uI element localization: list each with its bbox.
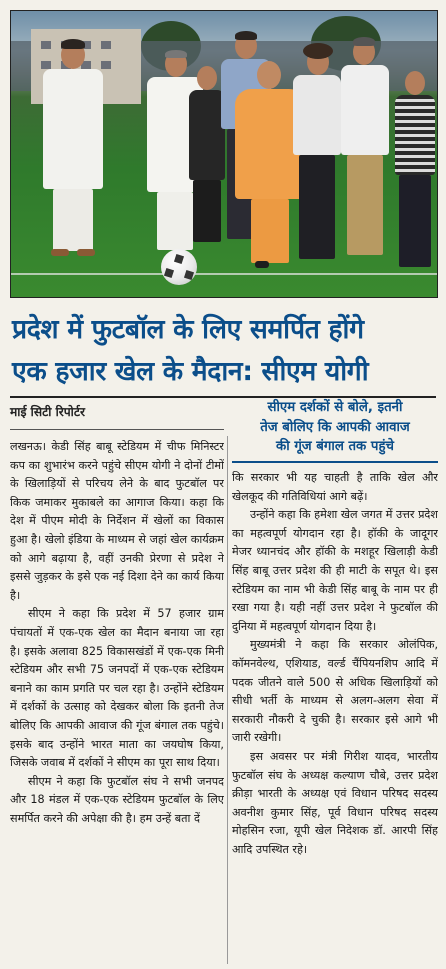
subheadline-line-2: तेज बोलिए कि आपकी आवाज: [260, 419, 410, 435]
subheadline-rule: [232, 461, 438, 463]
paragraph: कि सरकार भी यह चाहती है ताकि खेल और खेलकूद की गतिविधियां आगे बढ़ें।: [232, 471, 438, 503]
field-line: [11, 273, 437, 275]
subheadline: [232, 398, 438, 458]
headline-line-2: एक हजार खेल के मैदान: सीएम योगी: [12, 356, 369, 387]
paragraph: उन्होंने कहा कि हमेशा खेल जगत में उत्तर प्रदेश का महत्वपूर्ण योगदान रहा है। हॉकी के जादूगर मेजर ध्यानचंद और हॉकी के मशहूर खिलाड़ी केडी सिंह बाबू उत्तर प्रदेश की ही माटी के सपूत थे। इस स्टेडियम का नाम भी केडी सिंह बाबू के नाम पर ही रखा गया है। यही नहीं उत्तर प्रदेश ने फुटबॉल की दुनिया में महत्वपूर्ण योगदान दिया है।: [232, 508, 438, 633]
news-photo: [10, 10, 438, 298]
article-column-left: [10, 438, 224, 966]
column-divider: [227, 436, 228, 964]
article-column-right: [232, 469, 438, 966]
byline: माई सिटी रिपोर्टर: [10, 405, 85, 419]
paragraph: लखनऊ। केडी सिंह बाबू स्टेडियम में चीफ मिनिस्टर कप का शुभारंभ करने पहुंचे सीएम योगी ने दोनों टीमों के खिलाड़ियों से परिचय लेने के बाद फुटबॉल पर किक जमाकर मुकाबले का आगाज किया। कहा कि देश में पीएम मोदी के निर्देशन में खेलों का विकास हुआ है। खेलो इंडिया के माध्यम से जहां खेल कार्यक्रम को आगे बढ़ाया है, वहीं उनकी प्रेरणा से प्रदेश ने इससे जुड़कर के इसे एक नई दिशा देने का कार्य किया है।: [10, 440, 224, 602]
subheadline-line-3: की गूंज बंगाल तक पहुंचे: [276, 439, 394, 454]
paragraph: मुख्यमंत्री ने कहा कि सरकार ओलंपिक, कॉमनवेल्थ, एशियाड, वर्ल्ड चैंपियनशिप आदि में पदक जीतने वाले 500 से अधिक खिलाड़ियों को सीधी भर्ती के माध्यम से अलग-अलग सेवा में सरकारी नौकरी दे चुकी है। सरकार इसे आगे भी जारी रखेगी।: [232, 638, 438, 745]
subheadline-line-1: सीएम दर्शकों से बोले, इतनी: [267, 400, 403, 415]
football: [161, 249, 197, 285]
paragraph: इस अवसर पर मंत्री गिरीश यादव, भारतीय फुटबॉल संघ के अध्यक्ष कल्याण चौबे, उत्तर प्रदेश क्रीड़ा भारती के अध्यक्ष एवं विधान परिषद सदस्य अवनीश कुमार सिंह, पूर्व विधान परिषद सदस्य मोहसिन रजा, यूपी खेल निदेशक डॉ. आरपी सिंह आदि उपस्थित रहे।: [232, 749, 438, 856]
byline-rule: [10, 429, 224, 430]
paragraph: सीएम ने कहा कि प्रदेश में 57 हजार ग्राम पंचायतों में एक-एक खेल का मैदान बनाया जा रहा है। इसके अलावा 825 विकासखंडों में एक-एक मिनी स्टेडियम और सभी 75 जनपदों में एक-एक स्टेडियम बनाने का काम प्रगति पर चल रहा है। उन्होंने स्टेडियम में दर्शकों के उत्साह को देखकर बोला कि इतनी तेज बोलिए कि आपकी आवाज की गूंज बंगाल तक पहुंचे। इसके बाद उन्होंने भारत माता का जयघोष किया, जिसके जवाब में दर्शकों ने सीएम का पूरा साथ दिया।: [10, 607, 224, 770]
headline: [12, 309, 436, 393]
headline-line-1: प्रदेश में फुटबॉल के लिए समर्पित होंगे: [12, 314, 364, 345]
paragraph: सीएम ने कहा कि फुटबॉल संघ ने सभी जनपद और 18 मंडल में एक-एक स्टेडियम फुटबॉल के लिए समर्पित करने की अपेक्षा की है। हम उन्हें बता दें: [10, 774, 224, 825]
